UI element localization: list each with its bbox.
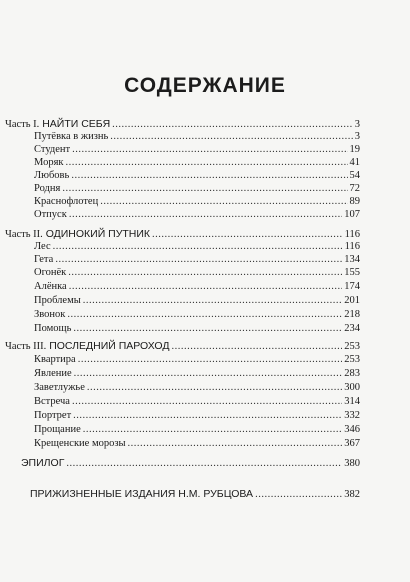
toc-chapter bbox=[34, 156, 360, 170]
part-prefix: Часть II. bbox=[5, 229, 43, 240]
chapter-label: Заветлужье bbox=[34, 382, 85, 393]
chapter-label: Студент bbox=[34, 144, 71, 155]
chapter-label: Прощание bbox=[34, 424, 81, 435]
leader-dots bbox=[73, 322, 342, 336]
toc-chapter bbox=[34, 143, 360, 157]
chapter-label: Любовь bbox=[34, 170, 70, 181]
page-number: 367 bbox=[344, 438, 360, 449]
part-label bbox=[5, 339, 169, 354]
toc-part-1 bbox=[5, 117, 360, 131]
leader-dots bbox=[83, 423, 343, 437]
leader-dots bbox=[68, 266, 342, 280]
page-number: 107 bbox=[344, 209, 360, 220]
chapter-label: Встреча bbox=[34, 396, 70, 407]
part-name: ПОСЛЕДНИЙ ПАРОХОД bbox=[49, 340, 170, 352]
page-number: 380 bbox=[344, 458, 360, 469]
page-number: 134 bbox=[344, 254, 360, 265]
leader-dots bbox=[72, 395, 342, 409]
toc-chapter bbox=[34, 308, 360, 322]
chapter-label: Явление bbox=[34, 368, 72, 379]
leader-dots bbox=[53, 240, 343, 254]
toc-chapter bbox=[34, 253, 360, 267]
leader-dots bbox=[110, 130, 352, 144]
toc-part-3 bbox=[5, 339, 360, 353]
page-title: СОДЕРЖАНИЕ bbox=[124, 74, 286, 97]
page-number: 19 bbox=[349, 144, 360, 155]
chapter-label: Отпуск bbox=[34, 209, 67, 220]
chapter-label: Квартира bbox=[34, 354, 76, 365]
page-number: 332 bbox=[344, 410, 360, 421]
page-number: 155 bbox=[344, 267, 360, 278]
toc-chapter bbox=[34, 409, 360, 423]
page-number: 3 bbox=[354, 131, 360, 142]
toc-chapter bbox=[34, 437, 360, 451]
toc-chapter bbox=[34, 353, 360, 367]
page-number: 300 bbox=[344, 382, 360, 393]
toc-chapter bbox=[34, 266, 360, 280]
part-name: ОДИНОКИЙ ПУТНИК bbox=[45, 228, 151, 240]
page-number: 218 bbox=[344, 309, 360, 320]
page-number: 283 bbox=[344, 368, 360, 379]
leader-dots bbox=[66, 156, 348, 170]
toc-chapter bbox=[34, 367, 360, 381]
page-number: 116 bbox=[344, 241, 360, 252]
chapter-label: Огонёк bbox=[34, 267, 67, 278]
toc-chapter bbox=[34, 182, 360, 196]
epilogue-label: ЭПИЛОГ bbox=[21, 457, 65, 469]
toc-chapter bbox=[34, 381, 360, 395]
leader-dots bbox=[83, 294, 342, 308]
page-number: 41 bbox=[349, 157, 360, 168]
page-number: 234 bbox=[344, 323, 360, 334]
leader-dots bbox=[62, 182, 347, 196]
page-number: 201 bbox=[344, 295, 360, 306]
toc-chapter bbox=[34, 423, 360, 437]
toc-chapter bbox=[34, 169, 360, 183]
chapter-label: Звонок bbox=[34, 309, 66, 320]
chapter-label: Гета bbox=[34, 254, 54, 265]
leader-dots bbox=[69, 208, 342, 222]
chapter-label: Родня bbox=[34, 183, 61, 194]
part-prefix: Часть III. bbox=[5, 341, 47, 352]
page-number: 116 bbox=[344, 229, 360, 240]
chapter-label: Портрет bbox=[34, 410, 72, 421]
leader-dots bbox=[171, 340, 342, 354]
toc-chapter bbox=[34, 195, 360, 209]
leader-dots bbox=[67, 308, 342, 322]
leader-dots bbox=[69, 280, 343, 294]
leader-dots bbox=[128, 437, 343, 451]
chapter-label: Проблемы bbox=[34, 295, 81, 306]
leader-dots bbox=[100, 195, 347, 209]
toc-chapter bbox=[34, 395, 360, 409]
leader-dots bbox=[74, 367, 343, 381]
chapter-label: Краснофлотец bbox=[34, 196, 99, 207]
chapter-label: Моряк bbox=[34, 157, 64, 168]
page-number: 54 bbox=[349, 170, 360, 181]
leader-dots bbox=[55, 253, 342, 267]
leader-dots bbox=[87, 381, 342, 395]
part-name: НАЙТИ СЕБЯ bbox=[42, 118, 111, 130]
leader-dots bbox=[66, 457, 342, 471]
page-number: 382 bbox=[344, 489, 360, 500]
toc-epilogue bbox=[21, 456, 360, 470]
leader-dots bbox=[71, 169, 347, 183]
toc-chapter bbox=[34, 208, 360, 222]
page-number: 253 bbox=[344, 354, 360, 365]
leader-dots bbox=[78, 353, 343, 367]
toc-chapter bbox=[34, 130, 360, 144]
page-number: 346 bbox=[344, 424, 360, 435]
leader-dots bbox=[73, 409, 342, 423]
leader-dots bbox=[72, 143, 347, 157]
toc-chapter bbox=[34, 294, 360, 308]
chapter-label: Путёвка в жизнь bbox=[34, 131, 109, 142]
editions-label: ПРИЖИЗНЕННЫЕ ИЗДАНИЯ Н.М. РУБЦОВА bbox=[30, 488, 254, 500]
page-number: 253 bbox=[344, 341, 360, 352]
chapter-label: Помощь bbox=[34, 323, 72, 334]
page-number: 3 bbox=[354, 119, 360, 130]
toc-chapter bbox=[34, 322, 360, 336]
page-number: 314 bbox=[344, 396, 360, 407]
toc-editions bbox=[30, 487, 360, 501]
page-number: 174 bbox=[344, 281, 360, 292]
chapter-label: Лес bbox=[34, 241, 51, 252]
toc-part-2 bbox=[5, 227, 360, 241]
toc-chapter bbox=[34, 280, 360, 294]
leader-dots bbox=[255, 488, 342, 502]
chapter-label: Алёнка bbox=[34, 281, 67, 292]
chapter-label: Крещенские морозы bbox=[34, 438, 126, 449]
part-prefix: Часть I. bbox=[5, 119, 40, 130]
page-number: 89 bbox=[349, 196, 360, 207]
page-number: 72 bbox=[349, 183, 360, 194]
toc-chapter bbox=[34, 240, 360, 254]
